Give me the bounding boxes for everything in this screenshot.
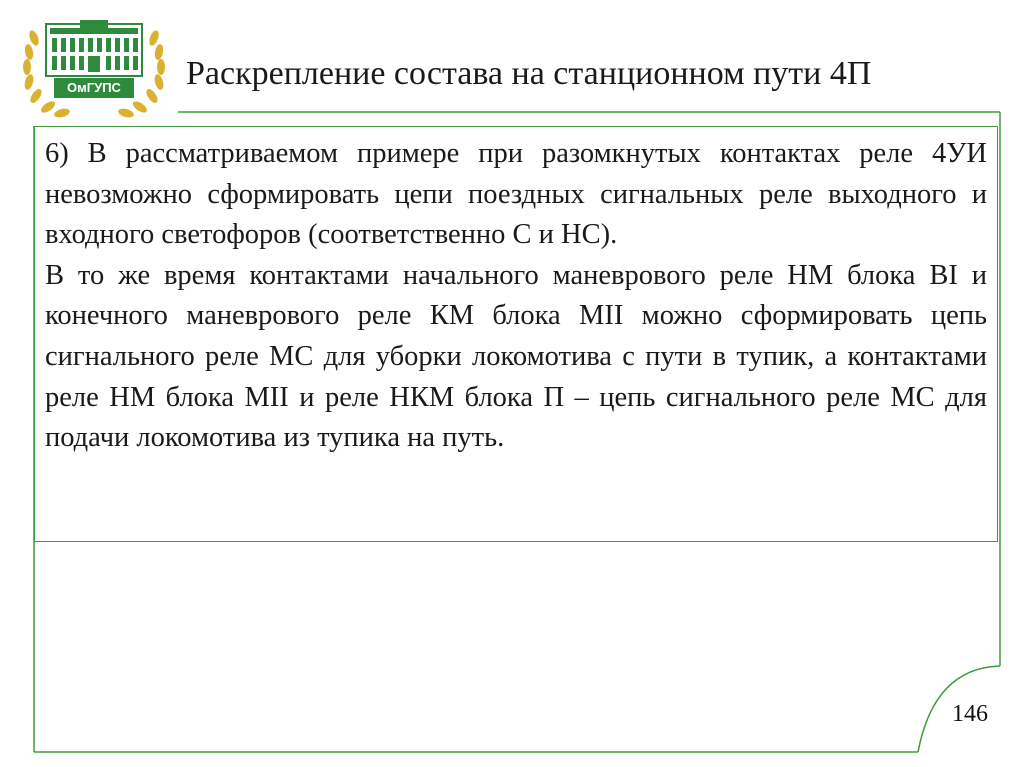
building-icon [46,20,142,76]
omgups-logo [20,18,168,120]
text-box [34,126,998,542]
paragraph-1: 6) В рассматриваемом примере при разомкнутых контактах реле 4УИ невозможно сформировать цепи поездных сигнальных реле выходного и входного светофоров (соответственно С и НС). [45,138,987,251]
page-number: 146 [952,701,988,727]
slide-title: Раскрепление состава на станционном пути 4П [186,55,872,92]
logo-name: ОмГУПС [67,80,121,95]
paragraph-2: В то же время контактами начального маневрового реле НМ блока ВI и конечного маневрового реле КМ блока МII можно сформировать цепь сигнального реле МС для уборки локомотива с пути в тупик, а контактами реле НМ блока МII и реле НКМ блока П – цепь сигнального реле МС для подачи локомотива из тупика на путь. [45,259,987,454]
